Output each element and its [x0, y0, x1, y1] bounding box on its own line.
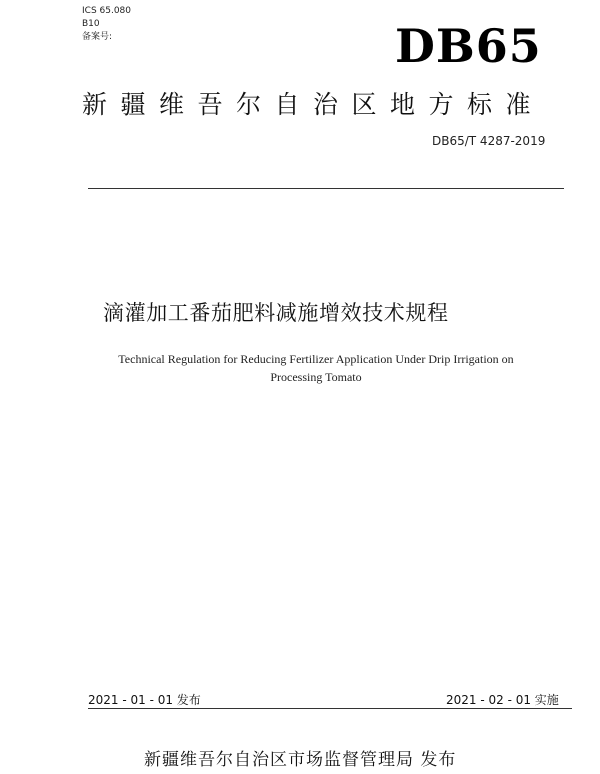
ccs-code: B10	[82, 19, 100, 29]
standard-number: DB65/T 4287-2019	[432, 134, 546, 148]
header-divider	[88, 188, 564, 189]
standard-type-heading: 新疆维吾尔自治区地方标准	[82, 90, 545, 119]
title-english-line-1: Technical Regulation for Reducing Fertilizer Application Under Drip Irrigation on	[118, 352, 514, 366]
effective-date: 2021 - 02 - 01 实施	[446, 693, 559, 707]
issuing-authority: 新疆维吾尔自治区市场监督管理局 发布	[144, 750, 457, 770]
registration-number-label: 备案号:	[82, 32, 113, 42]
ics-code: ICS 65.080	[82, 6, 132, 16]
document-title-chinese: 滴灌加工番茄肥料减施增效技术规程	[103, 301, 449, 325]
standard-code-logo: DB65	[395, 19, 542, 73]
title-english-line-2: Processing Tomato	[270, 370, 362, 384]
publication-date: 2021 - 01 - 01 发布	[88, 693, 201, 707]
document-title-english	[70, 350, 562, 386]
footer-divider	[88, 708, 572, 709]
